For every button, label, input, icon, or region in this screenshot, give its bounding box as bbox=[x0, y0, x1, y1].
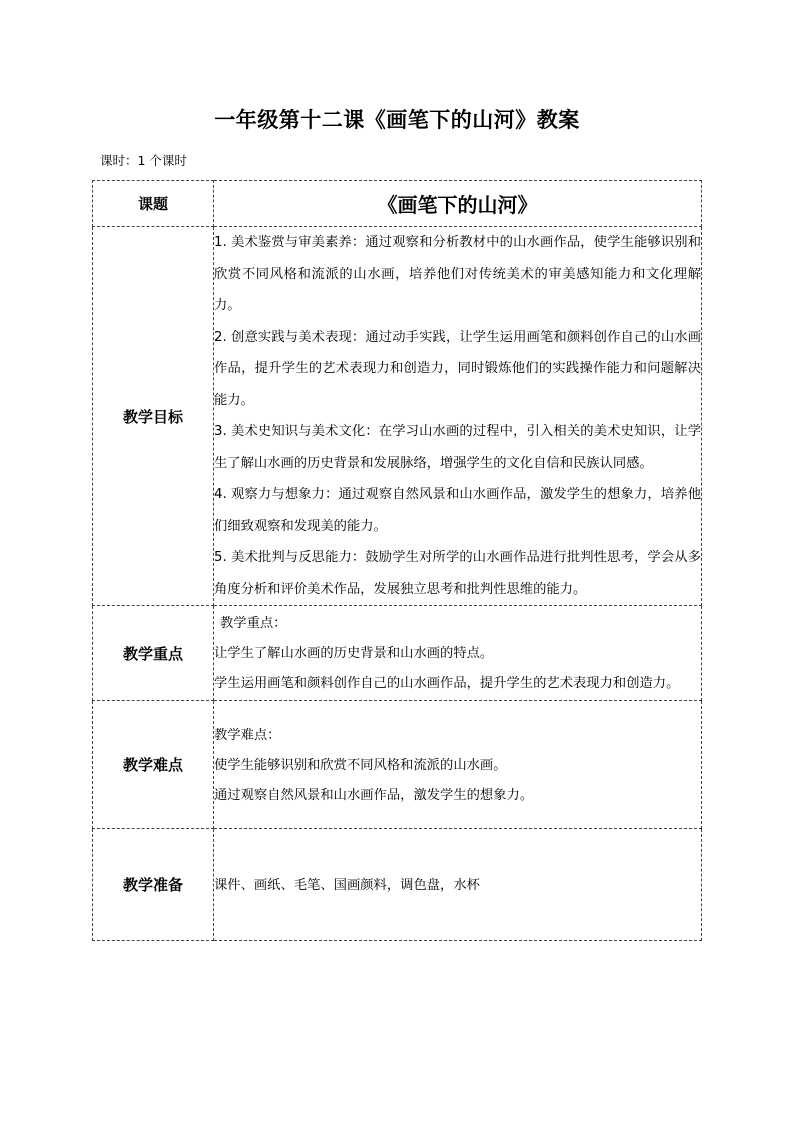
objectives-content bbox=[214, 227, 702, 606]
objectives-label: 教学目标 bbox=[93, 227, 214, 606]
row-preparation bbox=[93, 829, 702, 941]
row-objectives bbox=[93, 227, 702, 606]
lesson-plan-table bbox=[92, 180, 702, 941]
preparation-label: 教学准备 bbox=[93, 829, 214, 941]
objective-item: 1. 美术鉴赏与审美素养：通过观察和分析教材中的山水画作品，使学生能够识别和欣赏不同风格和流派的山水画，培养他们对传统美术的审美感知能力和文化理解力。 bbox=[214, 235, 701, 313]
objective-item: 2. 创意实践与美术表现：通过动手实践，让学生运用画笔和颜料创作自己的山水画作品，提升学生的艺术表现力和创造力，同时锻炼他们的实践操作能力和问题解决能力。 bbox=[214, 329, 701, 408]
row-key-points bbox=[93, 606, 702, 701]
key-points-label: 教学重点 bbox=[93, 606, 214, 701]
objective-item: 5. 美术批判与反思能力：鼓励学生对所学的山水画作品进行批判性思考，学会从多角度分析和评价美术作品，发展独立思考和批判性思维的能力。 bbox=[214, 550, 701, 597]
topic-value: 《画笔下的山河》 bbox=[214, 181, 702, 227]
document-title: 一年级第十二课《画笔下的山河》教案 bbox=[214, 108, 580, 132]
key-point-item: 让学生了解山水画的历史背景和山水画的特点。 bbox=[214, 646, 494, 661]
key-point-item: 学生运用画笔和颜料创作自己的山水画作品，提升学生的艺术表现力和创造力。 bbox=[214, 676, 680, 691]
key-points-content bbox=[214, 606, 702, 701]
preparation-value: 课件、画纸、毛笔、国画颜料，调色盘，水杯 bbox=[214, 877, 480, 893]
difficulty-item: 通过观察自然风景和山水画作品，激发学生的想象力。 bbox=[214, 787, 534, 803]
difficulties-label: 教学难点 bbox=[93, 701, 214, 829]
row-difficulties bbox=[93, 701, 702, 829]
key-points-heading: 教学重点： bbox=[220, 616, 287, 631]
difficulty-item: 使学生能够识别和欣赏不同风格和流派的山水画。 bbox=[214, 757, 507, 773]
objective-item: 3. 美术史知识与美术文化：在学习山水画的过程中，引入相关的美术史知识，让学生了解山水画的历史背景和发展脉络，增强学生的文化自信和民族认同感。 bbox=[214, 424, 701, 471]
objective-item: 4. 观察力与想象力：通过观察自然风景和山水画作品，激发学生的想象力，培养他们细致观察和发现美的能力。 bbox=[214, 487, 701, 534]
topic-label: 课题 bbox=[93, 181, 214, 227]
preparation-content bbox=[214, 829, 702, 941]
row-topic bbox=[93, 181, 702, 227]
difficulties-content bbox=[214, 701, 702, 829]
difficulties-heading: 教学难点： bbox=[214, 727, 281, 743]
class-hours: 课时：1 个课时 bbox=[100, 153, 187, 168]
